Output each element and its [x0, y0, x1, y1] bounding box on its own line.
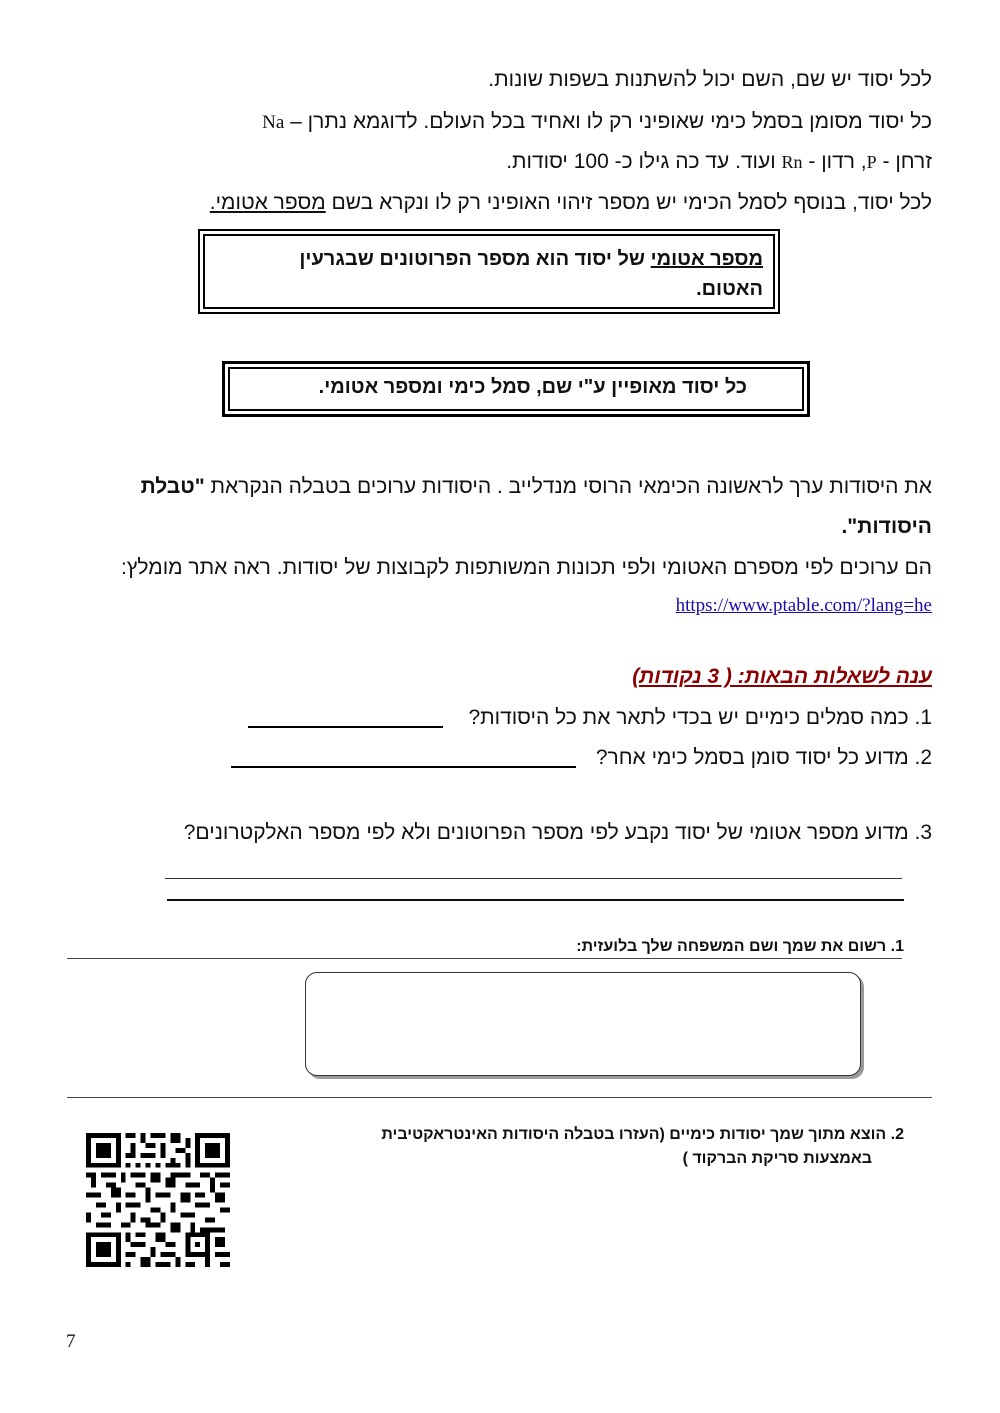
- ptable-link-line: [676, 595, 932, 617]
- mendeleev-line-1-bold: "טבלת: [140, 475, 205, 498]
- answer-line-2[interactable]: [231, 766, 576, 768]
- answer-line-1[interactable]: [248, 726, 443, 728]
- intro-line-4-text: לכל יסוד, בנוסף לסמל הכימי יש מספר זיהוי האופיני רק לו ונקרא בשם: [325, 191, 932, 214]
- definition-text: של יסוד הוא מספר הפרוטונים שבגרעין האטום.: [299, 248, 763, 300]
- answer-line-3b[interactable]: [167, 899, 904, 901]
- intro-line-3-a: זרחן -: [876, 150, 932, 173]
- question-1: 1. כמה סמלים כימיים יש בכדי לתאר את כל היסודות?: [468, 706, 932, 729]
- mendeleev-line-3: הם ערוכים לפי מספרם האטומי ולפי תכונות המשותפות לקבוצות של יסודות. ראה אתר מומלץ:: [120, 556, 932, 579]
- intro-line-2-text: כל יסוד מסומן בסמל כימי שאופיני רק לו ואחיד בכל העולם. לדוגמא נתרן –: [284, 110, 932, 133]
- summary-text: כל יסוד מאופיין ע"י שם, סמל כימי ומספר אטומי.: [228, 367, 804, 411]
- answer-line-3a[interactable]: [165, 878, 902, 879]
- definition-box: [198, 229, 780, 314]
- question-3: 3. מדוע מספר אטומי של יסוד נקבע לפי מספר הפרוטונים ולא לפי מספר האלקטרונים?: [183, 821, 932, 844]
- qr-code-icon[interactable]: [86, 1133, 230, 1267]
- atomic-number-term: מספר אטומי.: [209, 191, 326, 214]
- questions-header: ענה לשאלות הבאות: ( 3 נקודות): [632, 665, 932, 688]
- page-number: 7: [66, 1331, 76, 1352]
- task-1: 1. רשום את שמך ושם המשפחה שלך בלועזית:: [576, 938, 904, 955]
- divider-top: [67, 958, 902, 959]
- intro-line-2: [262, 110, 932, 134]
- intro-line-3-c: ועוד. עד כה גילו כ- 100 יסודות.: [506, 150, 782, 173]
- intro-line-1: לכל יסוד יש שם, השם יכול להשתנות בשפות שונות.: [488, 68, 932, 91]
- summary-box: [222, 361, 810, 417]
- phosphorus-symbol: P: [866, 152, 877, 172]
- mendeleev-line-1-text: את היסודות ערך לראשונה הכימאי הרוסי מנדלייב . היסודות ערוכים בטבלה הנקראת: [204, 475, 932, 498]
- radon-symbol: Rn: [781, 152, 803, 172]
- intro-line-3: [506, 150, 932, 174]
- task-2-line-2: באמצעות סריקת הברקוד ): [682, 1150, 872, 1167]
- mendeleev-line-1: [141, 475, 932, 499]
- task-2-line-1: 2. הוצא מתוך שמך יסודות כימיים (העזרו בטבלה היסודות האינטראקטיבית: [381, 1126, 904, 1143]
- definition-term: מספר אטומי: [650, 248, 763, 270]
- question-2: 2. מדוע כל יסוד סומן בסמל כימי אחר?: [595, 746, 932, 769]
- intro-line-4: [210, 191, 932, 215]
- name-answer-box[interactable]: [305, 972, 861, 1076]
- sodium-symbol: Na: [262, 112, 285, 133]
- mendeleev-line-2: היסודות".: [841, 515, 932, 538]
- divider-bottom: [67, 1097, 932, 1098]
- intro-line-3-b: , רדון -: [802, 150, 867, 173]
- ptable-link[interactable]: https://www.ptable.com/?lang=he: [675, 595, 932, 616]
